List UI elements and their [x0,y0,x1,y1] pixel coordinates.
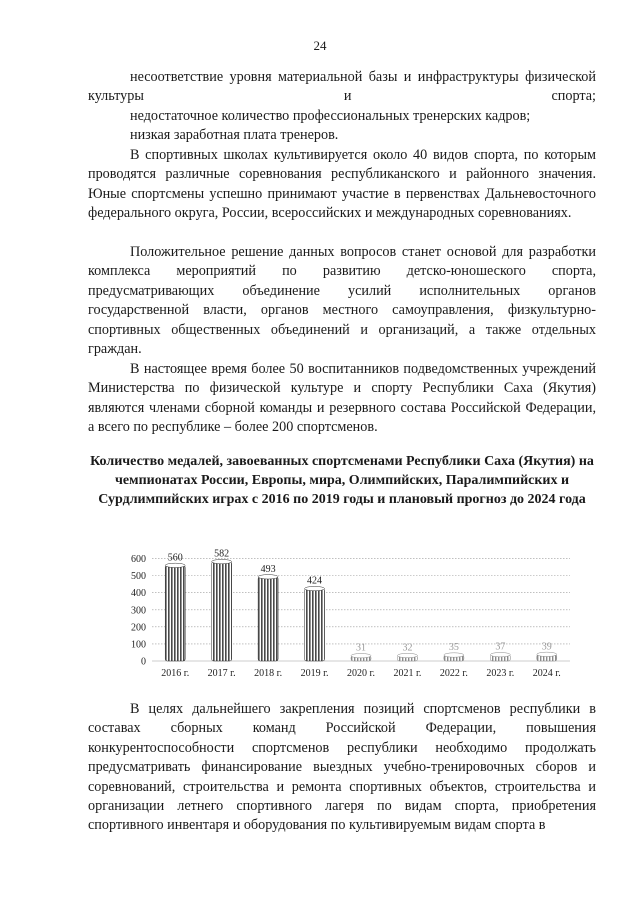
bar-top [490,652,510,656]
x-tick-label: 2018 г. [254,668,283,679]
bar [258,577,278,661]
bar-top [444,653,464,657]
x-tick-label: 2024 г. [532,668,561,679]
paragraph-4: В спортивных школах культивируется около 40 видов спорта, по которым проводятся различные соревнования республиканского и районного значения. Юные спортсмены успешно принимают участие в первенствах Дальневосточного федерального округа, России, всероссийских и международных соревнованиях. [88,147,596,222]
data-label: 37 [495,641,506,653]
y-tick-label: 100 [131,639,146,651]
paragraph-bottom: В целях дальнейшего закрепления позиций спортсменов республики в составах сборных команд Российской Федерации, повышения конкурентоспособности спортсменов республики необходимо продолжать предусматривать финансирование выездных учебно-тренировочных сборов и соревнований, строительства и ремонта спортивных объектов, строительства и организации летнего спортивного лагеря по видам спорта, приобретения спортивного инвентаря и оборудования по культивируемым видам спорта в [88,701,596,834]
paragraph-1: несоответствие уровня материальной базы и инфраструктуры физической культуры и спорта; [88,69,596,105]
data-label: 493 [260,563,276,575]
x-tick-label: 2022 г. [439,668,468,679]
x-tick-label: 2023 г. [486,668,515,679]
bar-top [351,654,371,658]
x-tick-label: 2017 г. [207,668,236,679]
bar-top [212,559,232,563]
paragraph-3: низкая заработная плата тренеров. [130,127,339,143]
data-label: 31 [356,642,366,654]
paragraph-5: Положительное решение данных вопросов станет основой для разработки комплекса мероприятий по развитию детско-юношеского спорта, предусматривающих объединение усилий исполнительных органов государственной власти, органов местного самоуправления, физкультурно-спортивных общественных объединений и организаций, а также отдельных граждан. [88,244,596,358]
x-tick-label: 2021 г. [393,668,422,679]
bar-top [305,586,325,590]
page-number: 24 [313,38,327,53]
y-tick-label: 200 [131,622,146,634]
bar-top [258,575,278,579]
data-label: 35 [448,642,459,654]
bar-top [397,653,417,657]
y-tick-label: 500 [131,571,146,583]
x-tick-label: 2016 г. [161,668,190,679]
y-tick-label: 400 [131,588,146,600]
y-tick-label: 600 [131,554,146,566]
data-label: 39 [541,641,552,653]
y-tick-label: 300 [131,605,146,617]
x-tick-label: 2020 г. [347,668,375,679]
x-tick-label: 2019 г. [300,668,329,679]
bar [305,589,325,661]
medals-bar-chart [120,530,590,695]
paragraph-6: В настоящее время более 50 воспитанников подведомственных учреждений Министерства по физической культуре и спорту Республики Саха (Якутия) являются членами сборной команды и резервного состава Российской Федерации, а всего по республике – более 200 спортсменов. [88,361,596,436]
data-label: 560 [167,552,183,564]
bar [165,565,185,661]
data-label: 424 [307,575,323,587]
bar-top [165,563,185,567]
chart-title: Количество медалей, завоеванных спортсменами Республики Саха (Якутия) на чемпионатах России, Европы, мира, Олимпийских, Паралимпийских и Сурдлимпийских играх с 2016 по 2019 годы и плановый прогноз до 2024 года [90,454,594,507]
data-label: 32 [402,642,413,654]
y-tick-label: 0 [141,656,146,668]
paragraph-2: недостаточное количество профессиональных тренерских кадров; [130,108,531,124]
bar-top [537,652,557,656]
bar [212,562,232,661]
data-label: 582 [214,548,230,560]
